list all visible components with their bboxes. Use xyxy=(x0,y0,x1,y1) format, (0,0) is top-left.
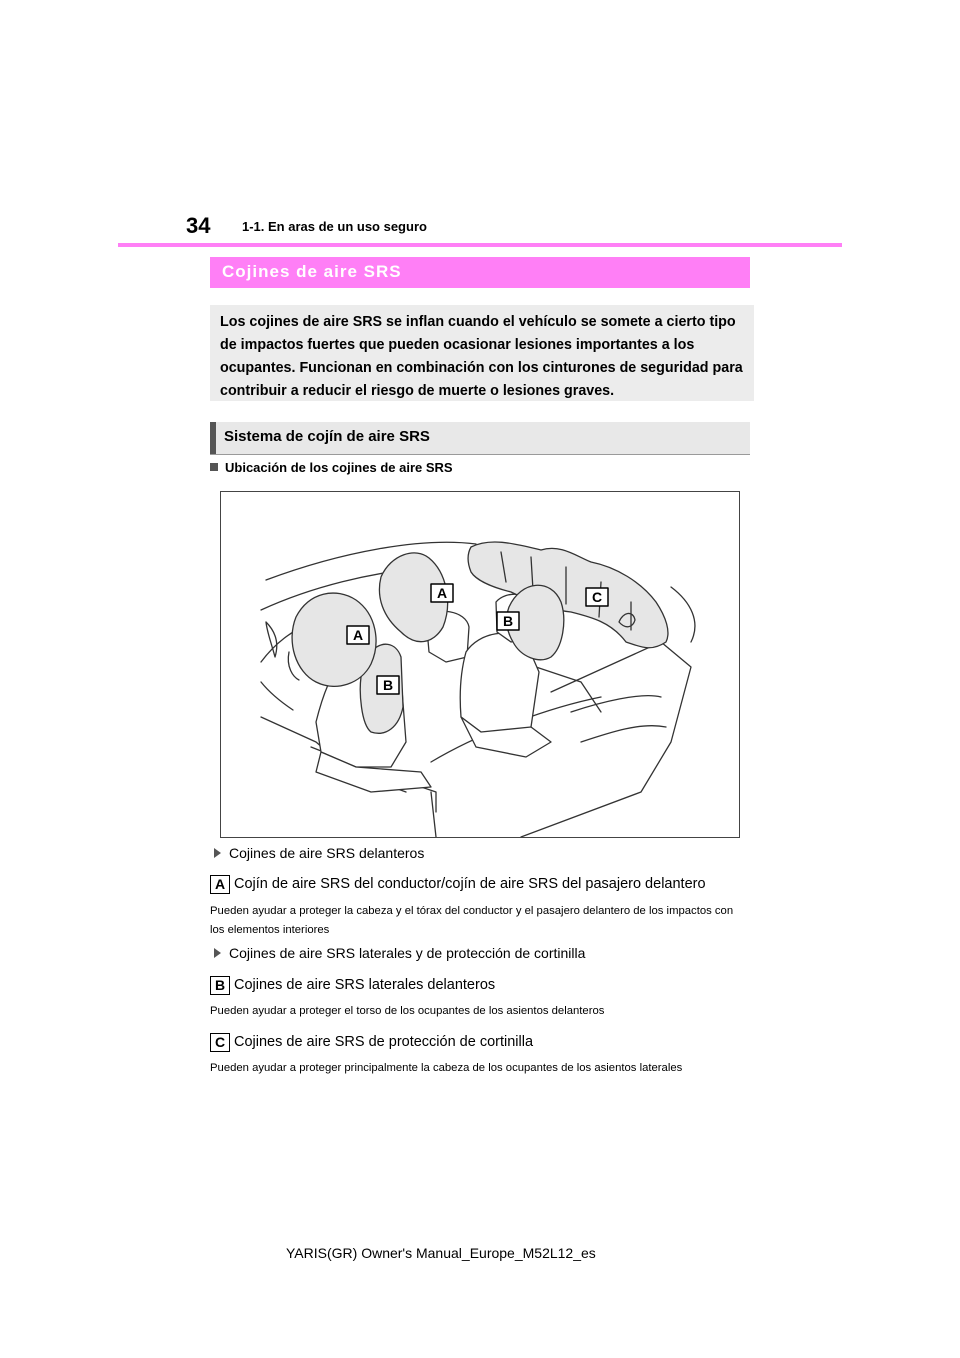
label-a-driver-tag xyxy=(347,626,369,644)
breadcrumb: 1-1. En aras de un uso seguro xyxy=(242,219,427,234)
triangle-bullet-icon xyxy=(214,948,221,958)
rear-seat-line xyxy=(571,696,666,742)
car-interior-drawing xyxy=(221,492,739,837)
airbag-illustration xyxy=(220,491,740,838)
item-b-label: Cojines de aire SRS laterales delanteros xyxy=(234,977,496,993)
location-heading-text: Ubicación de los cojines de aire SRS xyxy=(225,460,453,475)
roof-line xyxy=(266,542,476,580)
letter-c-box: C xyxy=(210,1033,230,1052)
subsection-bar xyxy=(210,422,750,455)
bullet-front-airbags xyxy=(214,845,424,861)
letter-b-box: B xyxy=(210,976,230,995)
subsection-accent xyxy=(210,422,216,454)
item-a xyxy=(210,875,706,894)
page-number: 34 xyxy=(186,213,211,238)
intro-box xyxy=(210,305,754,401)
door-line xyxy=(261,682,293,710)
item-c-label: Cojines de aire SRS de protección de cortinilla xyxy=(234,1034,534,1050)
item-a-label: Cojín de aire SRS del conductor/cojín de aire SRS del pasajero delantero xyxy=(234,876,706,892)
item-c xyxy=(210,1033,533,1052)
label-a-passenger-tag xyxy=(431,584,453,602)
bullet-side-airbags-text: Cojines de aire SRS laterales y de protección de cortinilla xyxy=(229,945,586,961)
item-b xyxy=(210,976,495,995)
triangle-bullet-icon xyxy=(214,848,221,858)
letter-a-box: A xyxy=(210,875,230,894)
label-c-tag xyxy=(586,588,608,606)
location-heading xyxy=(210,460,453,475)
label-b-passenger-tag xyxy=(497,612,519,630)
label-b-driver-text: B xyxy=(382,677,394,693)
label-c-text: C xyxy=(591,589,603,605)
item-b-note: Pueden ayudar a proteger el torso de los ocupantes de los asientos delanteros xyxy=(210,1005,605,1017)
label-b-passenger-text: B xyxy=(502,613,514,629)
intro-text: Los cojines de aire SRS se inflan cuando el vehículo se somete a cierto tipo de impactos fuertes que pueden ocasionar lesiones importantes a los ocupantes. Funcionan en combinación con los cinturones de seguridad para contribuir a reducir el riesgo de muerte o lesiones graves. xyxy=(220,314,743,399)
bullet-front-airbags-text: Cojines de aire SRS delanteros xyxy=(229,845,425,861)
section-title: Cojines de aire SRS xyxy=(222,262,402,281)
subsection-title: Sistema de cojín de aire SRS xyxy=(224,428,430,445)
bullet-side-airbags xyxy=(214,945,585,961)
square-bullet-icon xyxy=(210,463,218,471)
window-edge xyxy=(671,587,695,642)
label-a-passenger-text: A xyxy=(436,585,448,601)
footer-text: YARIS(GR) Owner's Manual_Europe_M52L12_es xyxy=(286,1245,596,1261)
label-a-driver-text: A xyxy=(352,627,364,643)
item-a-note: Pueden ayudar a proteger la cabeza y el tórax del conductor y el pasajero delantero de los impactos con los elementos interiores xyxy=(210,905,734,936)
header-rule xyxy=(118,243,842,247)
door-handle xyxy=(266,622,277,657)
label-b-driver-tag xyxy=(377,676,399,694)
item-c-note: Pueden ayudar a proteger principalmente la cabeza de los ocupantes de los asientos laterales xyxy=(210,1062,683,1074)
section-banner xyxy=(210,257,750,288)
